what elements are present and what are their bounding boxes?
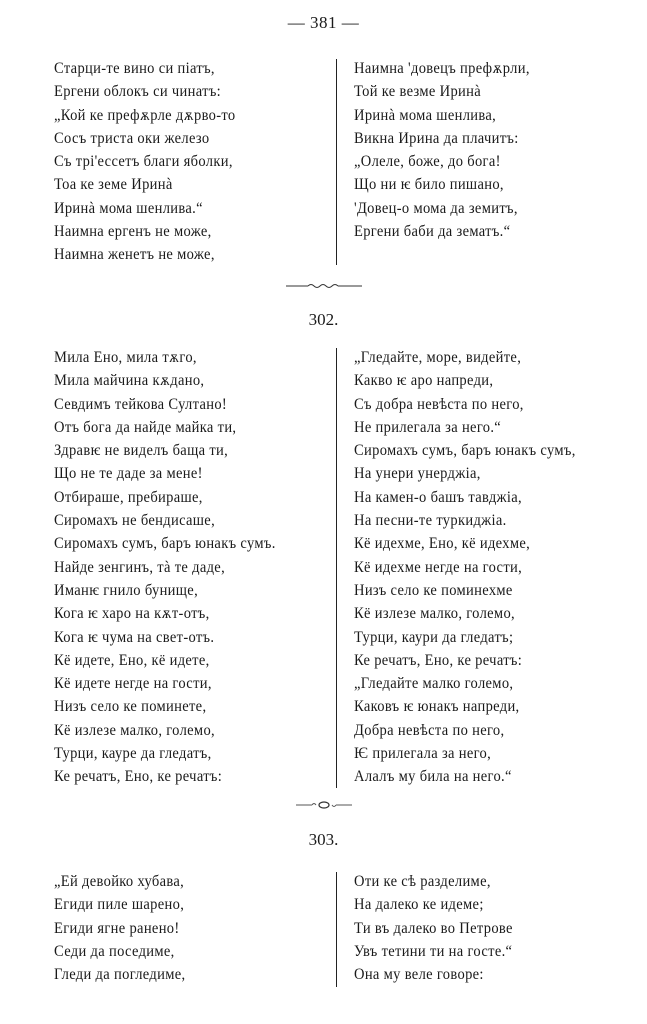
- verse-line: Отъ бога да найде майка ти,: [54, 418, 237, 436]
- verse-line: Мила Ено, мила тѫго,: [54, 349, 197, 366]
- verse-line: На унери унерджіа,: [354, 465, 481, 483]
- verse-line: Кё излезе малко, големо,: [354, 605, 515, 623]
- verse-line: Кё идете, Ено, кё идете,: [54, 651, 210, 669]
- verse-line: Кё идете негде на гости,: [54, 675, 212, 693]
- verse-line: Севдимъ тейкова Султано!: [54, 395, 228, 413]
- column-divider: [336, 872, 337, 987]
- verse-line: Кё идехме негде на гости,: [354, 558, 523, 576]
- section-ornament: [0, 281, 647, 291]
- verse-line: Съ добра невѣста по него,: [354, 395, 524, 413]
- column-divider: [336, 348, 337, 788]
- verse-line: Гледи да погледиме,: [54, 966, 186, 984]
- verse-line: Каковъ ѥ юнакъ напреди,: [354, 698, 520, 716]
- verse-line: Здравѥ не виделъ баща ти,: [54, 442, 229, 460]
- verse-line: „Олеле, боже, до бога!: [354, 153, 501, 171]
- section-ornament: [0, 800, 647, 810]
- song-number-302: 302.: [308, 310, 339, 329]
- verse-line: Наимна женетъ не може,: [54, 246, 215, 264]
- verse-line: Тоа ке земе Иринà: [54, 176, 173, 194]
- verse-line: Низъ село ке поминете,: [54, 698, 207, 716]
- verse-line: „Кой ке префѫрле дѫрво-то: [54, 106, 236, 124]
- verse-line: Сосъ триста оки железо: [54, 129, 210, 147]
- verse-line: Кога ѥ харо на кѫт-отъ,: [54, 605, 210, 623]
- verse-line: Сиромахъ сумъ, баръ юнакъ сумъ.: [54, 535, 276, 553]
- verse-line: Егиди пиле шарено,: [54, 896, 185, 914]
- verse-line: Ѥ прилегала за него,: [354, 745, 492, 763]
- verse-line: Ергени облокъ си чинатъ:: [54, 83, 222, 101]
- right-column: [354, 57, 644, 243]
- verse-line: Иманѥ гнило бунище,: [54, 581, 199, 599]
- verse-line: Що ни ѥ било пишано,: [354, 176, 504, 194]
- verse-line: Низъ село ке поминехме: [354, 581, 513, 599]
- verse-line: „Гледайте, море, видейте,: [354, 349, 522, 366]
- verse-line: „Гледайте малко големо,: [354, 675, 514, 693]
- song-number-303: 303.: [308, 830, 339, 849]
- verse-line: Она му веле говоре:: [354, 966, 484, 984]
- verse-line: На камен-о башъ тавджіа,: [354, 488, 522, 506]
- verse-line: Иринà мома шенлива.“: [54, 199, 203, 217]
- verse-line: 'Довец-о мома да земитъ,: [354, 199, 518, 217]
- verse-line: Какво ѥ аро напреди,: [354, 372, 494, 390]
- verse-line: Ти въ далеко во Петрове: [354, 919, 513, 937]
- verse-line: На песни-те туркиджіа.: [354, 512, 507, 530]
- verse-line: Отбираше, пребираше,: [54, 488, 203, 506]
- verse-line: Ергени баби да зематъ.“: [354, 223, 511, 241]
- ornament-icon: [286, 282, 362, 290]
- verse-line: Сиромахъ не бендисаше,: [54, 512, 216, 530]
- verse-line: Найде зенгинъ, тà те даде,: [54, 558, 226, 576]
- verse-line: Егиди ягне ранено!: [54, 919, 180, 937]
- verse-line: Оти ке сѣ разделиме,: [354, 873, 491, 890]
- verse-line: Не прилегала за него.“: [354, 418, 502, 436]
- verse-line: Седи да поседиме,: [54, 942, 175, 960]
- verse-line: Наимна ергенъ не може,: [54, 223, 212, 241]
- verse-line: Турци, каури да гледатъ;: [354, 628, 514, 646]
- right-column: [354, 870, 644, 986]
- right-column: [354, 346, 644, 789]
- left-column: [54, 346, 329, 789]
- verse-line: Сиромахъ сумъ, баръ юнакъ сумъ,: [354, 442, 576, 460]
- verse-line: Наимна 'довецъ префѫрли,: [354, 60, 530, 77]
- verse-line: Съ трі'ессетъ благи яболки,: [54, 153, 233, 171]
- column-divider: [336, 59, 337, 265]
- verse-line: Турци, кауре да гледатъ,: [54, 745, 212, 763]
- left-column: [54, 870, 329, 986]
- verse-line: Викна Ирина да плачитъ:: [354, 129, 519, 147]
- verse-line: Кё идехме, Ено, кё идехме,: [354, 535, 531, 553]
- verse-line: Що не те даде за мене!: [54, 465, 203, 483]
- verse-line: Алалъ му била на него.“: [354, 768, 512, 786]
- page-number: — 381 —: [287, 13, 360, 32]
- verse-line: Той ке везме Иринà: [354, 83, 482, 101]
- verse-line: Увъ тетини ти на госте.“: [354, 942, 513, 960]
- verse-line: Иринà мома шенлива,: [354, 106, 497, 124]
- ornament-icon: [296, 801, 352, 809]
- verse-line: Кога ѥ чума на свет-отъ.: [54, 628, 215, 646]
- verse-line: Старци-те вино си піатъ,: [54, 60, 215, 77]
- left-column: [54, 57, 329, 267]
- verse-line: „Ей девойко хубава,: [54, 873, 185, 890]
- verse-line: На далеко ке идеме;: [354, 896, 484, 914]
- verse-line: Мила майчина кѫдано,: [54, 372, 205, 390]
- verse-line: Добра невѣста по него,: [354, 721, 505, 739]
- verse-line: Ке речатъ, Ено, ке речатъ:: [54, 768, 223, 786]
- verse-line: Ке речатъ, Ено, ке речатъ:: [354, 651, 523, 669]
- verse-line: Кё излезе малко, големо,: [54, 721, 215, 739]
